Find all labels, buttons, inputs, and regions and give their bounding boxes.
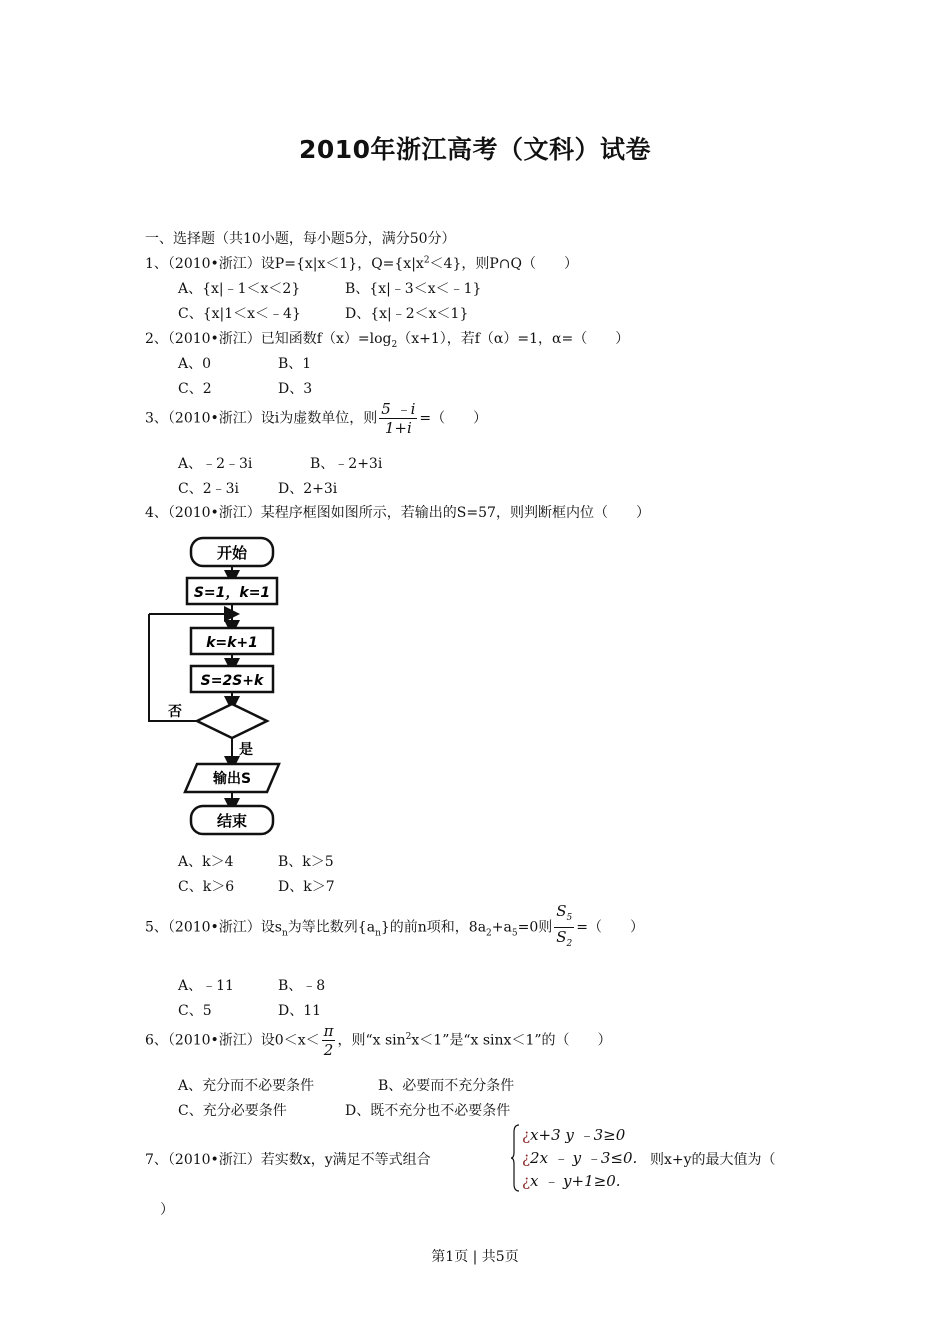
option-1d: D、{x|﹣2＜x＜1} bbox=[345, 306, 469, 322]
option-3d: D、2+3i bbox=[278, 481, 338, 497]
option-1b: B、{x|﹣3＜x＜﹣1} bbox=[345, 281, 482, 297]
option-3a: A、﹣2﹣3i bbox=[178, 456, 253, 472]
inequality-row-1: ¿x+3 y ﹣3≥0 bbox=[522, 1126, 626, 1144]
flow-step2-label: S=2S+k bbox=[200, 673, 264, 689]
option-3b: B、﹣2+3i bbox=[310, 456, 383, 472]
question-2: 2、（2010•浙江）已知函数$f(x)=\log_2(x+1)$，若f（α）=1，α=（ ） bbox=[145, 331, 630, 350]
question-4: 4、（2010•浙江）某程序框图如图所示，若输出的S=57，则判断框内位（ ） bbox=[145, 505, 650, 521]
page-title: 2010年浙江高考（文科）试卷 bbox=[298, 135, 652, 164]
page-footer: 第1页 | 共5页 bbox=[431, 1249, 519, 1265]
question-3: 3、（2010•浙江）设i为虚数单位，则 $\frac{5 ﹣i}{1+i}$ =（ ） bbox=[145, 400, 488, 437]
option-5b: B、﹣8 bbox=[278, 978, 326, 994]
option-5d: D、11 bbox=[278, 1003, 322, 1019]
option-5a: A、﹣11 bbox=[178, 978, 234, 994]
inequality-row-3: ¿x ﹣ y+1≥0. bbox=[522, 1172, 621, 1190]
question-6: 6、（2010•浙江）设0＜x＜ $\frac{\pi}{2}$ ，则“x $\sin^2x<1$”是“x sinx＜1”的（ ） bbox=[145, 1022, 612, 1059]
question-1: 1、（2010•浙江）设P={x|x＜1}，$Q=\{x|x^2<4\}$，则P∩Q（ ） bbox=[145, 255, 578, 272]
option-2a: A、0 bbox=[178, 356, 212, 372]
flow-init-label: S=1，k=1 bbox=[193, 585, 271, 601]
flow-end-label: 结束 bbox=[216, 812, 248, 830]
question-7: 7、（2010•浙江）若实数x，y满足不等式组合 bbox=[145, 1152, 431, 1168]
section-header: 一、选择题（共10小题，每小题5分，满分50分） bbox=[145, 231, 456, 247]
option-2c: C、2 bbox=[178, 381, 212, 397]
flow-yes-label: 是 bbox=[239, 742, 253, 758]
fraction-q5: $\frac{S_5}{S_2}$ bbox=[556, 902, 573, 949]
option-2b: B、1 bbox=[278, 356, 312, 372]
question-5: 5、（2010•浙江）设$s_n$为等比数列$\{a_n\}$的前n项和，$8a_2+a_5=0$则 $\frac{S_5}{S_2}$ =（ ） bbox=[145, 902, 644, 953]
option-6b: B、必要而不充分条件 bbox=[378, 1078, 515, 1094]
option-2d: D、3 bbox=[278, 381, 313, 397]
question-7-continuation: ） bbox=[160, 1202, 174, 1218]
flow-decision bbox=[197, 704, 267, 738]
fraction-q6: $\frac{\pi}{2}$ bbox=[323, 1022, 334, 1059]
option-6d: D、既不充分也不必要条件 bbox=[345, 1103, 511, 1119]
option-4c: C、k＞6 bbox=[178, 879, 235, 895]
fraction-q3: $\frac{5 ﹣i}{1+i}$ bbox=[381, 400, 416, 437]
inequality-row-2: ¿2x ﹣ y ﹣3≤0. bbox=[522, 1149, 638, 1167]
option-6a: A、充分而不必要条件 bbox=[178, 1078, 315, 1094]
option-4b: B、k＞5 bbox=[278, 854, 334, 870]
option-1c: C、{x|1＜x＜﹣4} bbox=[178, 306, 301, 322]
left-brace-icon bbox=[510, 1124, 520, 1192]
flow-output-label: 输出S bbox=[212, 771, 252, 787]
question-7-tail: 则x+y的最大值为（ bbox=[650, 1152, 776, 1168]
option-5c: C、5 bbox=[178, 1003, 212, 1019]
flow-start-label: 开始 bbox=[216, 544, 248, 562]
flow-step1-label: k=k+1 bbox=[206, 635, 258, 651]
option-3c: C、2﹣3i bbox=[178, 481, 240, 497]
flow-no-label: 否 bbox=[168, 704, 182, 720]
program-flowchart bbox=[145, 532, 285, 837]
option-4a: A、k＞4 bbox=[178, 854, 234, 870]
option-4d: D、k＞7 bbox=[278, 879, 335, 895]
option-1a: A、{x|﹣1＜x＜2} bbox=[178, 281, 301, 297]
option-6c: C、充分必要条件 bbox=[178, 1103, 287, 1119]
